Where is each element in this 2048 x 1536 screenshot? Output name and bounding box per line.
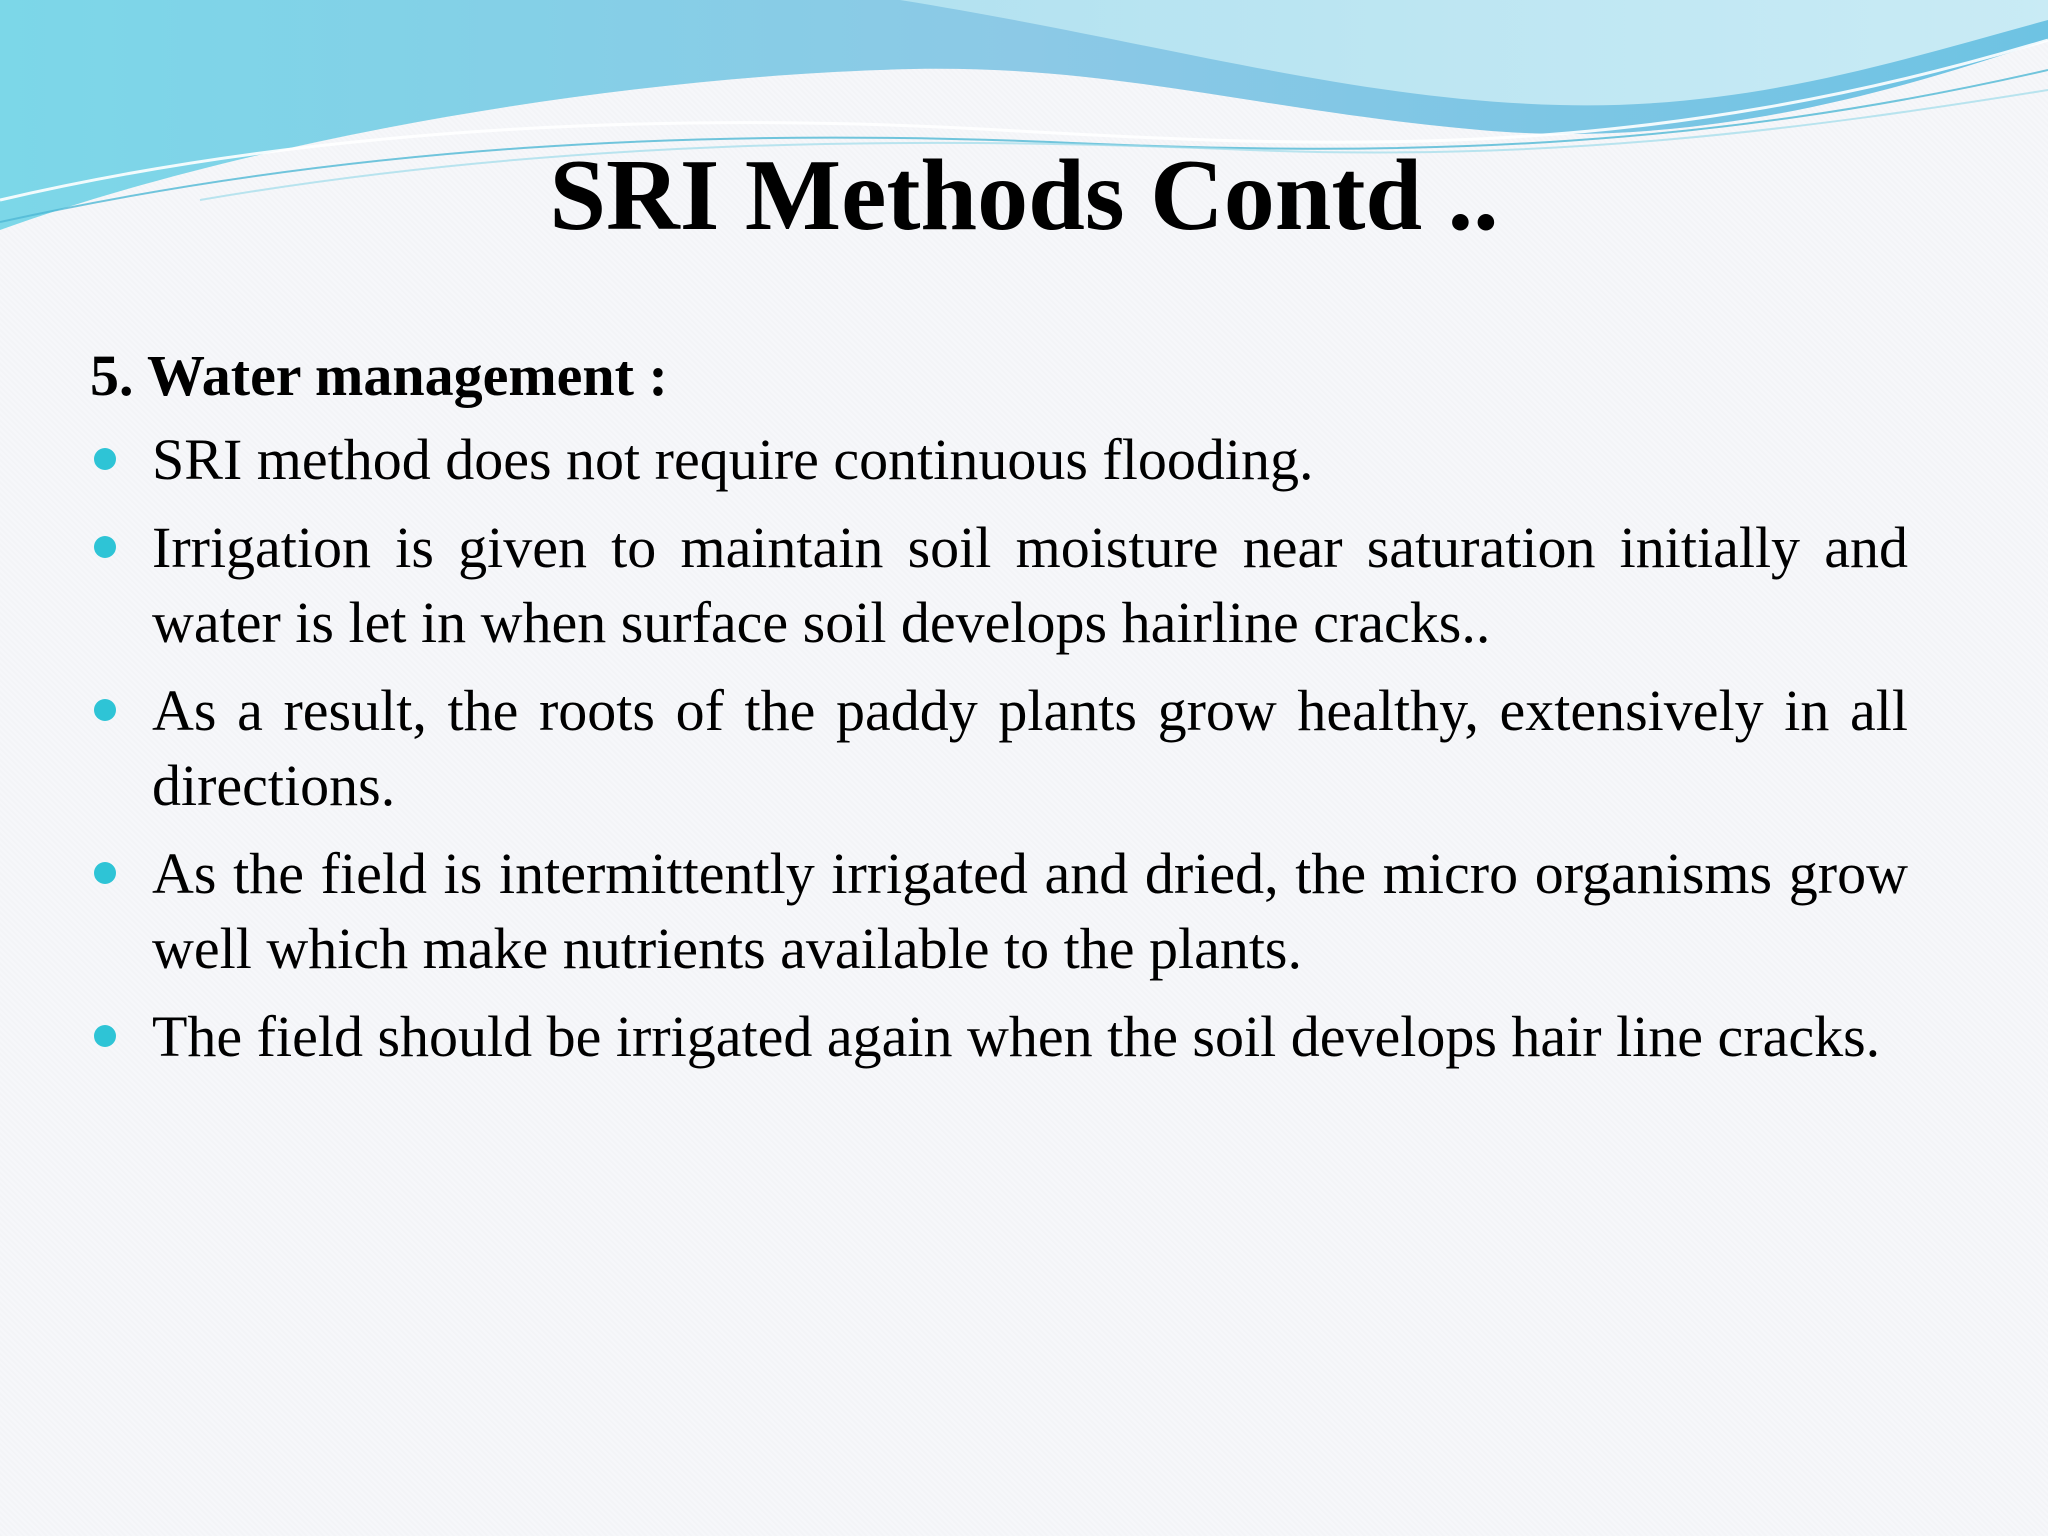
slide-title: SRI Methods Contd .. — [549, 139, 1499, 252]
bullet-dot-icon — [94, 536, 116, 558]
bullet-item — [90, 510, 1908, 660]
bullet-item — [90, 673, 1908, 823]
bullet-text: SRI method does not require continuous flooding. — [152, 427, 1314, 492]
slide-content — [90, 340, 1908, 1087]
section-heading: 5. Water management : — [90, 343, 668, 408]
bullet-text: Irrigation is given to maintain soil moisture near saturation initially and water is let in when surface soil develops hairline cracks.. — [152, 515, 1908, 655]
bullet-text: The field should be irrigated again when the soil develops hair line cracks. — [152, 1004, 1881, 1069]
bullet-dot-icon — [94, 1025, 116, 1047]
bullet-item — [90, 999, 1908, 1074]
bullet-text: As a result, the roots of the paddy plants grow healthy, extensively in all directions. — [152, 678, 1908, 818]
bullet-item — [90, 422, 1908, 497]
bullet-list — [90, 422, 1908, 1074]
bullet-dot-icon — [94, 448, 116, 470]
bullet-dot-icon — [94, 862, 116, 884]
bullet-text: As the field is intermittently irrigated and dried, the micro organisms grow well which make nutrients available to the plants. — [152, 841, 1908, 981]
bullet-item — [90, 836, 1908, 986]
bullet-dot-icon — [94, 699, 116, 721]
